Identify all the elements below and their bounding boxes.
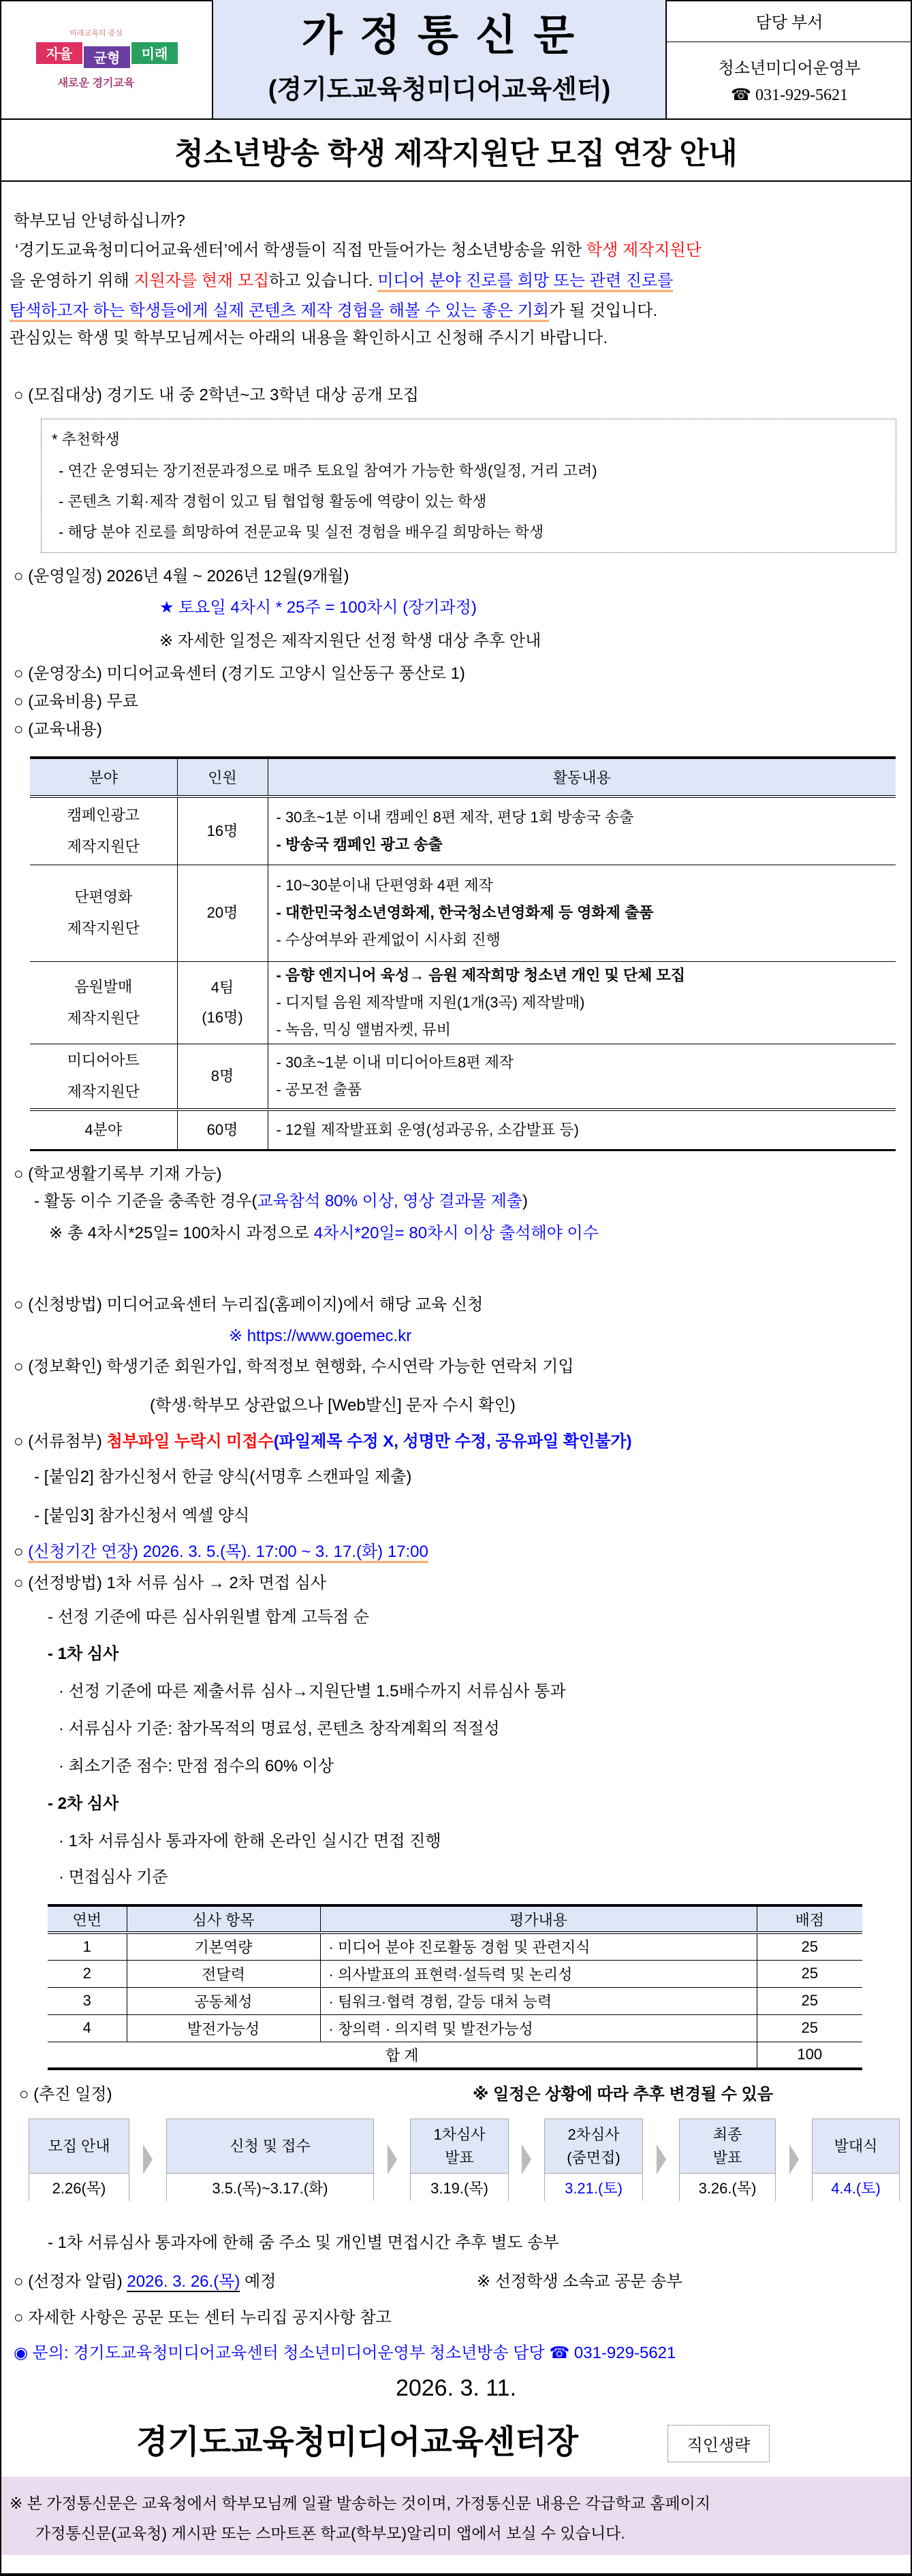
docs-item: - [붙임2] 참가신청서 한글 양식(서명후 스캔파일 제출) — [34, 1468, 412, 1486]
signature-title: 경기도교육청미디어교육센터장 — [136, 2424, 579, 2460]
step-label: (줌면접) — [567, 2148, 620, 2166]
table-row — [30, 961, 896, 1044]
selection-line: - 2차 심사 — [48, 1794, 119, 1813]
document-title: 청소년방송 학생 제작지원단 모집 연장 안내 — [0, 118, 912, 182]
step-date: 4.4.(토) — [813, 2174, 899, 2201]
svg-text:자율: 자율 — [46, 47, 72, 62]
footer-note: ※ 본 가정통신문은 교육청에서 학부모님께 일괄 발송하는 것이며, 가정통신문 내용은 각급학교 홈페이지 가정통신문(교육청) 게시판 또는 스마트폰 학교(학부모)알리미 앱에서 보실 수 있습니다. — [1, 2477, 911, 2555]
activity-cell: - 음향 엔지니어 육성→ 음원 제작희망 청소년 개인 및 단체 모집 - 디지털 음원 제작발매 지원(1개(3곡) 제작발매) - 녹음, 믹싱 앨범자켓, 뮤비 — [268, 961, 896, 1044]
timeline-step — [544, 2119, 643, 2201]
recommended-item: - 연간 운영되는 장기전문과정으로 매주 토요일 참여가 가능한 학생(일정, 거리 고려) — [59, 462, 597, 479]
cost-section: ○ (교육비용) 무료 — [14, 692, 138, 711]
step-label: 1차심사 — [433, 2125, 486, 2143]
table-row — [48, 1933, 862, 1960]
apply-section: ○ (신청방법) 미디어교육센터 누리집(홈페이지)에서 해당 교육 신청 — [14, 1295, 484, 1314]
step-date: 3.21.(토) — [545, 2174, 642, 2201]
step-label: 발표 — [712, 2148, 742, 2166]
arrow-right-icon — [143, 2144, 153, 2174]
table-row — [30, 1110, 896, 1150]
score-cell: · 의사발표의 표현력·설득력 및 논리성 — [320, 1960, 757, 1987]
table-row — [30, 796, 896, 865]
col-header: 배점 — [757, 1905, 862, 1933]
field-cell: 음원발매 제작지원단 — [30, 961, 177, 1044]
step-label: 2차심사 — [567, 2125, 620, 2143]
newsletter-title-cell — [213, 0, 667, 118]
record-line-2: ※ 총 4차시*25일= 100차시 과정으로 4차시*20일= 80차시 이상 출석해야 이수 — [49, 1224, 599, 1242]
table-row — [48, 2014, 862, 2042]
arrow-right-icon — [789, 2144, 799, 2174]
timeline-section: ○ (추진 일정) — [19, 2085, 112, 2104]
selection-line: · 면접심사 기준 — [59, 1868, 168, 1886]
interview-note: - 1차 서류심사 통과자에 한해 줌 주소 및 개인별 면접시간 추후 별도 송부 — [48, 2234, 559, 2252]
selection-line: · 서류심사 기준: 참가목적의 명료성, 콘텐츠 창작계획의 적절성 — [59, 1720, 500, 1738]
notice-note: ※ 선정학생 소속교 공문 송부 — [477, 2272, 682, 2291]
intro-line-3: 탐색하고자 하는 학생들에게 실제 콘텐츠 제작 경험을 해볼 수 있는 좋은 기회가 될 것입니다. — [10, 301, 657, 321]
timeline-step — [410, 2119, 509, 2201]
col-header: 분야 — [30, 758, 177, 796]
arrow-right-icon — [388, 2144, 397, 2174]
dept-label: 담당 부서 — [667, 0, 912, 42]
people-cell: 4팀 (16명) — [177, 961, 268, 1044]
col-header: 인원 — [177, 758, 268, 796]
notice-section: ○ (선정자 알림) 2026. 3. 26.(목) 예정 — [14, 2272, 277, 2291]
score-table — [48, 1904, 862, 2070]
score-cell: 전달력 — [127, 1960, 320, 1987]
docs-item: - [붙임3] 참가신청서 엑셀 양식 — [34, 1507, 250, 1525]
activity-cell: - 30초~1분 이내 캠페인 8편 제작, 편당 1회 방송국 송출 - 방송국 캠페인 광고 송출 — [268, 796, 896, 865]
docs-section: ○ (서류첨부) 첨부파일 누락시 미접수(파일제목 수정 X, 성명만 수정, 공유파일 확인불가) — [14, 1432, 632, 1451]
score-cell: 기본역량 — [127, 1933, 320, 1960]
selection-line: · 선정 기준에 따른 제출서류 심사→지원단별 1.5배수까지 서류심사 통과 — [59, 1682, 566, 1701]
info-section: ○ (정보확인) 학생기준 회원가입, 학적정보 현행화, 수시연락 가능한 연락처 기입 — [14, 1357, 574, 1376]
svg-text:균형: 균형 — [93, 51, 120, 66]
selection-line: · 1차 서류심사 통과자에 한해 온라인 실시간 면접 진행 — [59, 1832, 441, 1850]
apply-url-link[interactable]: ※ https://www.goemec.kr — [229, 1327, 412, 1345]
dept-phone: 031-929-5621 — [755, 86, 848, 104]
timeline-step — [166, 2119, 374, 2201]
score-cell: 25 — [757, 1987, 862, 2014]
step-date: 3.5.(목)~3.17.(화) — [167, 2174, 373, 2201]
record-section: ○ (학교생활기록부 기재 가능) — [14, 1165, 222, 1183]
target-section: ○ (모집대상) 경기도 내 중 2학년~고 3학년 대상 공개 모집 — [14, 386, 419, 404]
step-label: 최종 — [712, 2125, 742, 2143]
people-cell: 60명 — [177, 1110, 268, 1150]
period-section: ○ (신청기간 연장) 2026. 3. 5.(목). 17:00 ~ 3. 17.(화) 17:00 — [14, 1542, 428, 1562]
selection-line: - 선정 기준에 따른 심사위원별 합계 고득점 순 — [48, 1608, 369, 1626]
score-cell: 25 — [757, 2014, 862, 2042]
arrow-right-icon — [657, 2144, 666, 2174]
info-note: (학생·학부모 상관없으나 [Web발신] 문자 수시 확인) — [150, 1396, 516, 1415]
score-cell: 25 — [757, 1960, 862, 1987]
score-cell: · 팀워크·협력 경험, 갈등 대처 능력 — [320, 1987, 757, 2014]
total-label: 합 계 — [48, 2042, 757, 2069]
activity-cell: - 30초~1분 이내 미디어아트8편 제작 - 공모전 출품 — [268, 1044, 896, 1110]
field-cell: 미디어아트 제작지원단 — [30, 1044, 177, 1110]
schedule-note: ※ 자세한 일정은 제작지원단 선정 학생 대상 추후 안내 — [159, 632, 541, 650]
refer-section: ○ 자세한 사항은 공문 또는 센터 누리집 공지사항 참고 — [14, 2308, 392, 2327]
table-row — [30, 1044, 896, 1110]
score-cell: · 미디어 분야 진로활동 경험 및 관련지식 — [320, 1933, 757, 1960]
score-cell: 공동체성 — [127, 1987, 320, 2014]
step-date: 3.19.(목) — [411, 2174, 508, 2201]
score-cell: 1 — [48, 1933, 127, 1960]
logo-image — [28, 22, 185, 97]
people-cell: 8명 — [177, 1044, 268, 1110]
department-cell — [667, 0, 912, 118]
table-row — [48, 1987, 862, 2014]
radio-bullet-icon: ◉ — [14, 2344, 28, 2362]
logo-cell — [0, 0, 213, 118]
intro-line-4: 관심있는 학생 및 학부모님께서는 아래의 내용을 확인하시고 신청해 주시기 바랍니다. — [10, 329, 608, 347]
score-cell: 2 — [48, 1960, 127, 1987]
score-cell: 3 — [48, 1987, 127, 2014]
schedule-section: ○ (운영일정) 2026년 4월 ~ 2026년 12월(9개월) — [14, 567, 349, 585]
arrow-right-icon — [522, 2144, 531, 2174]
newsletter-subtitle: (경기도교육청미디어교육센터) — [268, 76, 611, 104]
step-label: 발표 — [445, 2148, 474, 2166]
col-header: 연번 — [48, 1905, 127, 1933]
place-section: ○ (운영장소) 미디어교육센터 (경기도 고양시 일산동구 풍산로 1) — [14, 664, 465, 683]
timeline-step — [29, 2119, 129, 2201]
schedule-hours: ★ 토요일 4차시 * 25주 = 100차시 (장기과정) — [159, 598, 477, 617]
activity-cell: - 12월 제작발표회 운영(성과공유, 소감발표 등) — [268, 1110, 896, 1150]
selection-section: ○ (선정방법) 1차 서류 심사 → 2차 면접 심사 — [14, 1574, 327, 1592]
intro-line-2: 을 운영하기 위해 지원자를 현재 모집하고 있습니다. 미디어 분야 진로를 희망 또는 관련 진로를 — [10, 271, 673, 291]
table-row — [30, 865, 896, 961]
svg-text:새로운 경기교육: 새로운 경기교육 — [57, 78, 134, 89]
total-row — [48, 2042, 862, 2069]
step-label: 모집 안내 — [48, 2137, 110, 2155]
field-cell: 4분야 — [30, 1110, 177, 1150]
score-cell: 발전가능성 — [127, 2014, 320, 2042]
intro-line-1: ‘경기도교육청미디어교육센터’에서 학생들이 직접 만들어가는 청소년방송을 위한 학생 제작지원단 — [15, 241, 702, 259]
activity-cell: - 10~30분이내 단편영화 4편 제작 - 대한민국청소년영화제, 한국청소년영화제 등 영화제 출품 - 수상여부와 관계없이 시사회 진행 — [268, 865, 896, 961]
score-cell: 25 — [757, 1933, 862, 1960]
recommended-item: - 해당 분야 진로를 희망하여 전문교육 및 실전 경험을 배우길 희망하는 학생 — [59, 524, 544, 541]
svg-text:미래교육의 중심: 미래교육의 중심 — [69, 29, 123, 37]
record-line-1: - 활동 이수 기준을 충족한 경우(교육참석 80% 이상, 영상 결과물 제출) — [34, 1192, 528, 1210]
step-label: 발대식 — [834, 2137, 878, 2155]
field-cell: 단편영화 제작지원단 — [30, 865, 177, 961]
step-label: 신청 및 접수 — [230, 2137, 311, 2155]
selection-line: - 1차 심사 — [48, 1645, 119, 1663]
timeline-note: ※ 일정은 상황에 따라 추후 변경될 수 있음 — [473, 2085, 773, 2104]
dept-name: 청소년미디어운영부 — [718, 60, 861, 78]
people-cell: 16명 — [177, 796, 268, 865]
table-row — [48, 1960, 862, 1987]
field-cell: 캠페인광고 제작지원단 — [30, 796, 177, 865]
newsletter-title: 가 정 통 신 문 — [301, 12, 578, 59]
timeline-step — [679, 2119, 776, 2201]
total-score: 100 — [757, 2042, 862, 2069]
greeting: 학부모님 안녕하십니까? — [14, 212, 185, 230]
score-cell: 4 — [48, 2014, 127, 2042]
svg-text:미래: 미래 — [141, 47, 168, 62]
seal-omitted: 직인생략 — [667, 2425, 770, 2462]
col-header: 심사 항목 — [127, 1905, 320, 1933]
content-section: ○ (교육내용) — [14, 720, 102, 739]
col-header: 평가내용 — [320, 1905, 757, 1933]
issue-date: 2026. 3. 11. — [395, 2375, 517, 2401]
recommended-item: - 콘텐츠 기획·제작 경험이 있고 팀 협업형 활동에 역량이 있는 학생 — [59, 493, 487, 510]
step-date: 3.26.(목) — [680, 2174, 775, 2201]
education-table — [30, 756, 896, 1151]
people-cell: 20명 — [177, 865, 268, 961]
step-date: 2.26(목) — [29, 2174, 129, 2201]
timeline-step — [812, 2119, 900, 2201]
score-cell: · 창의력 · 의지력 및 발전가능성 — [320, 2014, 757, 2042]
col-header: 활동내용 — [268, 758, 896, 796]
phone-icon: ☎ — [731, 86, 751, 104]
recommended-title: * 추천학생 — [52, 431, 120, 448]
contact-line: ◉ 문의: 경기도교육청미디어교육센터 청소년미디어운영부 청소년방송 담당 ☎ 031-929-5621 — [14, 2344, 676, 2362]
selection-line: · 최소기준 점수: 만점 점수의 60% 이상 — [59, 1757, 334, 1775]
